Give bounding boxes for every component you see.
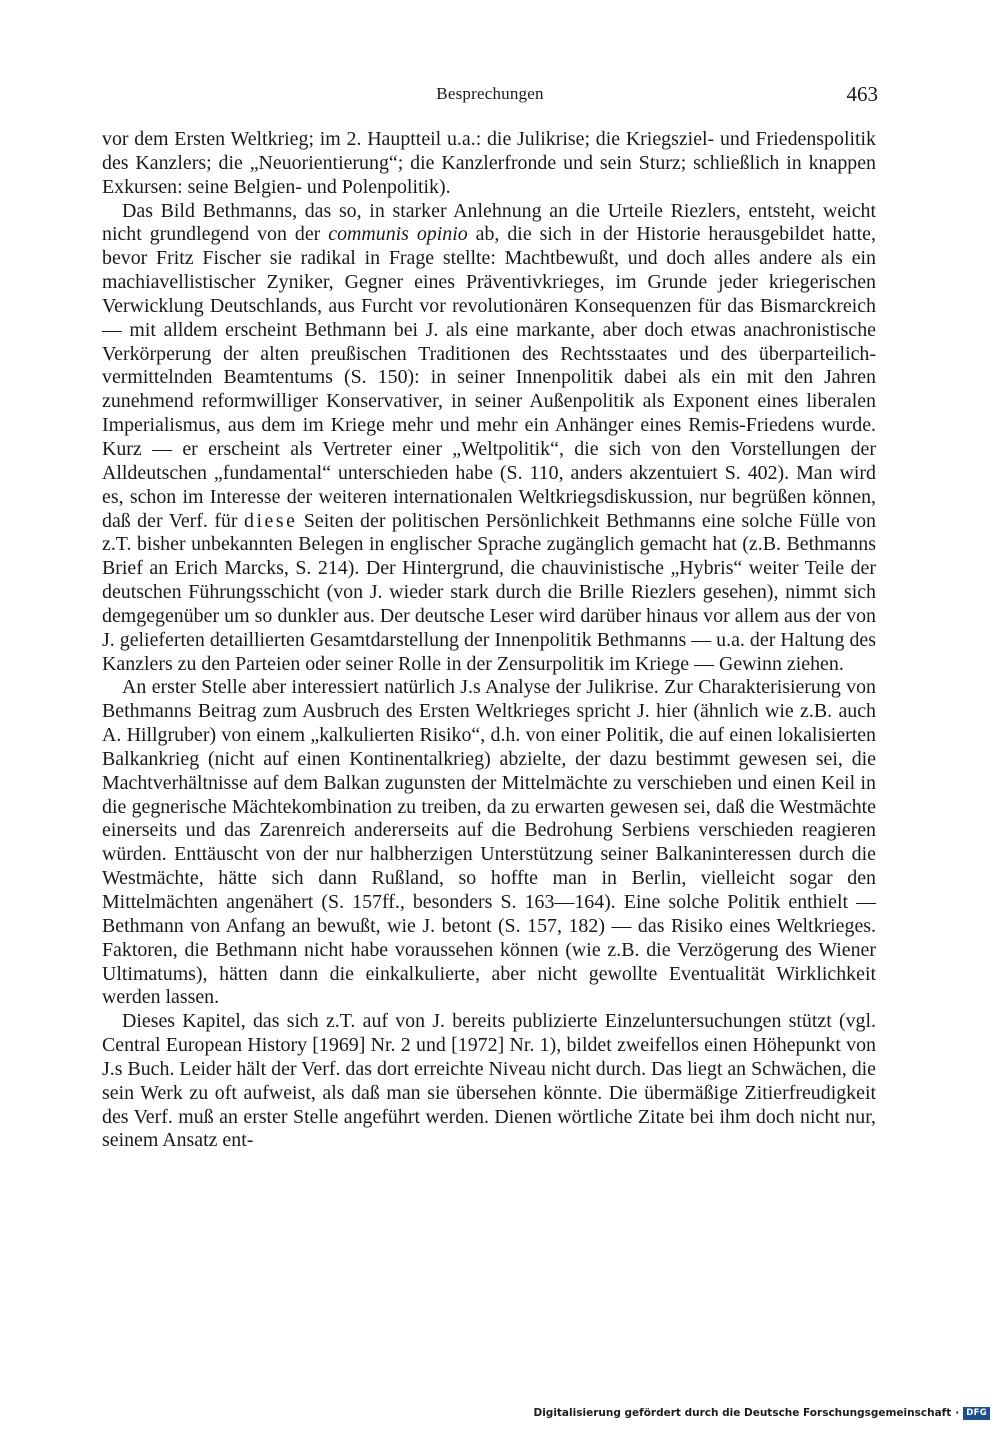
- paragraph-1-text: vor dem Ersten Weltkrieg; im 2. Hauptteil u.a.: die Julikrise; die Kriegsziel- und Friedenspolitik des Kanzlers; die „Neuorientierung“; die Kanzlerfronde und sein Sturz; schließlich in knappen Exkursen: seine Belgien- und Polenpolitik).: [102, 128, 876, 198]
- running-header: [100, 80, 880, 112]
- paragraph-2-text-b: ab, die sich in der Historie herausgebildet hatte, bevor Fritz Fischer sie radikal in Frage stellte: Machtbewußt, und doch alles andere als ein machiavellistischer Zyniker, Gegner eines Präventivkrieges, im Grunde jeder kriegerischen Verwicklung Deutschlands, aus Furcht vor revolutionären Konsequenzen für das Bismarckreich — mit alldem erscheint Bethmann bei J. als eine markante, aber doch etwas anachronistische Verkörperung der alten preußischen Traditionen des Rechtsstaates und des überparteilich-vermittelnden Beamtentums (S. 150): in seiner Innenpolitik dabei als ein mit den Jahren zunehmend reformwilliger Konservativer, in seiner Außenpolitik als Exponent eines liberalen Imperialismus, aus dem im Kriege mehr und mehr ein Anhänger eines Remis-Friedens wurde. Kurz — er erscheint als Vertreter einer „Weltpolitik“, die sich von den Vorstellungen der Alldeutschen „fundamental“ unterschieden habe (S. 110, anders akzentuiert S. 402). Man wird es, schon im Interesse der weiteren internationalen Weltkriegsdiskussion, nur begrüßen können, daß der Verf. für: [102, 223, 876, 532]
- paragraph-4: [102, 1010, 876, 1153]
- paragraph-3: [102, 676, 876, 1010]
- digitization-credit: [533, 1405, 990, 1421]
- page-header-title: Besprechungen: [436, 84, 544, 103]
- body-text: [102, 128, 876, 1153]
- page-number: 463: [846, 82, 878, 106]
- paragraph-3-text: An erster Stelle aber interessiert natürlich J.s Analyse der Julikrise. Zur Charakterisierung von Bethmanns Beitrag zum Ausbruch des Ersten Weltkrieges spricht J. hier (ähnlich wie z.B. auch A. Hillgruber) von einem „kalkulierten Risiko“, d.h. von einer Politik, die auf einen lokalisierten Balkankrieg (nicht auf einen Kontinentalkrieg) abzielte, der dazu bestimmt gewesen sei, die Machtverhältnisse auf dem Balkan zugunsten der Mittelmächte zu verschieben und einen Keil in die gegnerische Mächtekombination zu treiben, da zu erwarten gewesen sei, daß die Westmächte einerseits und das Zarenreich andererseits auf die Bedrohung Serbiens verschieden reagieren würden. Enttäuscht von der nur halbherzigen Unterstützung seiner Balkaninteressen durch die Westmächte, hätte sich dann Rußland, so hoffte man in Berlin, vielleicht sogar den Mittelmächten angenähert (S. 157ff., besonders S. 163—164). Eine solche Politik enthielt — Bethmann von Anfang an bewußt, wie J. betont (S. 157, 182) — das Risiko eines Weltkrieges. Faktoren, die Bethmann nicht habe voraussehen können (wie z.B. die Verzögerung des Wiener Ultimatums), hätten dann die einkalkulierte, aber nicht gewollte Eventualität Wirklichkeit werden lassen.: [102, 676, 876, 1009]
- paragraph-4-text: Dieses Kapitel, das sich z.T. auf von J. bereits publizierte Einzeluntersuchungen stützt (vgl. Central European History [1969] Nr. 2 und [1972] Nr. 1), bildet zweifellos einen Höhepunkt von J.s Buch. Leider hält der Verf. das dort erreichte Niveau nicht durch. Das liegt an Schwächen, die sein Werk zu oft aufweist, als daß man sie übersehen könnte. Die übermäßige Zitierfreudigkeit des Verf. muß an erster Stelle angeführt werden. Dienen wörtliche Zitate bei ihm doch nicht nur, seinem Ansatz ent-: [102, 1010, 876, 1152]
- paragraph-2-text-a: Das Bild Bethmanns, das so, in starker Anlehnung an die Urteile Riezlers, entsteht, weicht nicht grundlegend von der: [102, 199, 876, 246]
- paragraph-2-text-c: Seiten der politischen Persönlichkeit Bethmanns eine solche Fülle von z.T. bisher unbekannten Belegen in englischer Sprache zugänglich gemacht hat (z.B. Bethmanns Brief an Erich Marcks, S. 214). Der Hintergrund, die chauvinistische „Hybris“ weiter Teile der deutschen Führungsschicht (von J. wieder stark durch die Brille Riezlers gesehen), nimmt sich demgegenüber um so dunkler aus. Der deutsche Leser wird darüber hinaus vor allem aus der von J. gelieferten detaillierten Gesamtdarstellung der Innenpolitik Bethmanns — u.a. der Haltung des Kanzlers zu den Parteien oder seiner Rolle in der Zensurpolitik im Kriege — Gewinn ziehen.: [102, 509, 876, 675]
- credit-separator: ·: [955, 1407, 960, 1419]
- dfg-logo-icon: DFG: [963, 1407, 990, 1420]
- italic-phrase: communis opinio: [328, 223, 468, 246]
- paragraph-2: [102, 200, 876, 677]
- paragraph-1: [102, 128, 876, 200]
- credit-text: Digitalisierung gefördert durch die Deutsche Forschungsgemeinschaft: [533, 1407, 952, 1419]
- emphasized-word: diese: [244, 509, 298, 532]
